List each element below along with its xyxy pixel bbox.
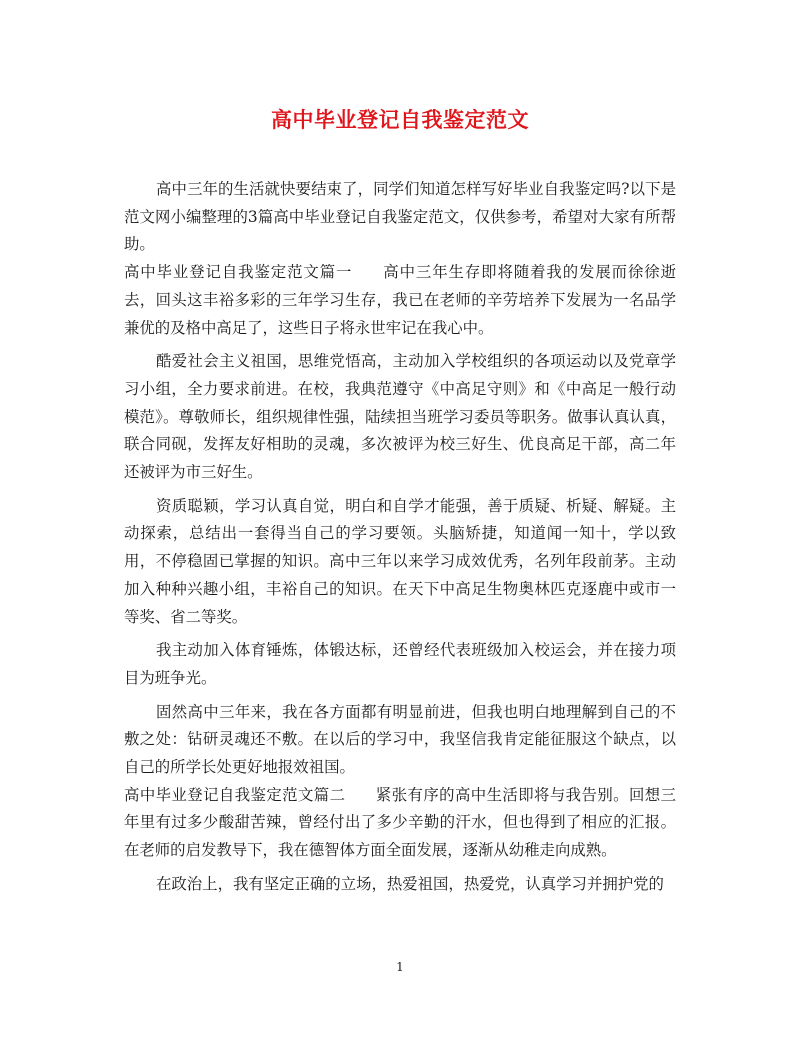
- section-one-paragraph: [124, 259, 676, 342]
- document-title: 高中毕业登记自我鉴定范文: [271, 107, 529, 132]
- body-paragraph: 酷爱社会主义祖国，思维党悟高，主动加入学校组织的各项运动以及党章学习小组，全力要求前进。在校，我典范遵守《中高足守则》和《中高足一般行动模范》。尊敬师长，组织规律性强，陆续担当班学习委员等职务。做事认真认真，联合同砚，发挥友好相助的灵魂，多次被评为校三好生、优良高足干部，高二年还被评为市三好生。: [124, 352, 676, 482]
- section-one-heading: 高中毕业登记自我鉴定范文篇一: [124, 263, 353, 282]
- body-paragraph: 固然高中三年来，我在各方面都有明显前进，但我也明白地理解到自己的不敷之处：钻研灵魂还不敷。在以后的学习中，我坚信我肯定能征服这个缺点，以自己的所学长处更好地报效祖国。: [124, 702, 676, 777]
- intro-paragraph: 高中三年的生活就快要结束了，同学们知道怎样写好毕业自我鉴定吗?以下是范文网小编整理的3篇高中毕业登记自我鉴定范文，仅供参考，希望对大家有所帮助。: [124, 180, 676, 254]
- section-two-text: 紧张有序的高中生活即将与我告别。回想三年里有过多少酸甜苦辣，曾经付出了多少辛勤的汗水，但也得到了相应的汇报。在老师的启发教导下，我在德智体方面全面发展，逐渐从幼稚走向成熟。: [124, 785, 676, 860]
- section-two-paragraph: [124, 782, 676, 865]
- document-body: [124, 176, 676, 899]
- body-paragraph: 在政治上，我有坚定正确的立场，热爱祖国，热爱党，认真学习并拥护党的: [156, 874, 664, 893]
- section-two-heading: 高中毕业登记自我鉴定范文篇二: [124, 785, 346, 804]
- section-one-text: 高中三年生存即将随着我的发展而徐徐逝去，回头这丰裕多彩的三年学习生存，我已在老师的辛劳培养下发展为一名品学兼优的及格中高足了，这些日子将永世牢记在我心中。: [124, 263, 676, 337]
- page-number: 1: [396, 960, 404, 974]
- body-paragraph: 我主动加入体育锤炼，体锻达标，还曾经代表班级加入校运会，并在接力项目为班争光。: [124, 641, 676, 687]
- body-paragraph: 资质聪颖，学习认真自觉，明白和自学才能强，善于质疑、析疑、解疑。主动探索，总结出一套得当自己的学习要领。头脑矫捷，知道闻一知十，学以致用，不停稳固已掌握的知识。高中三年以来学习成效优秀，名列年段前茅。主动加入种种兴趣小组，丰裕自己的知识。在天下中高足生物奥林匹克逐鹿中或市一等奖、省二等奖。: [124, 496, 676, 626]
